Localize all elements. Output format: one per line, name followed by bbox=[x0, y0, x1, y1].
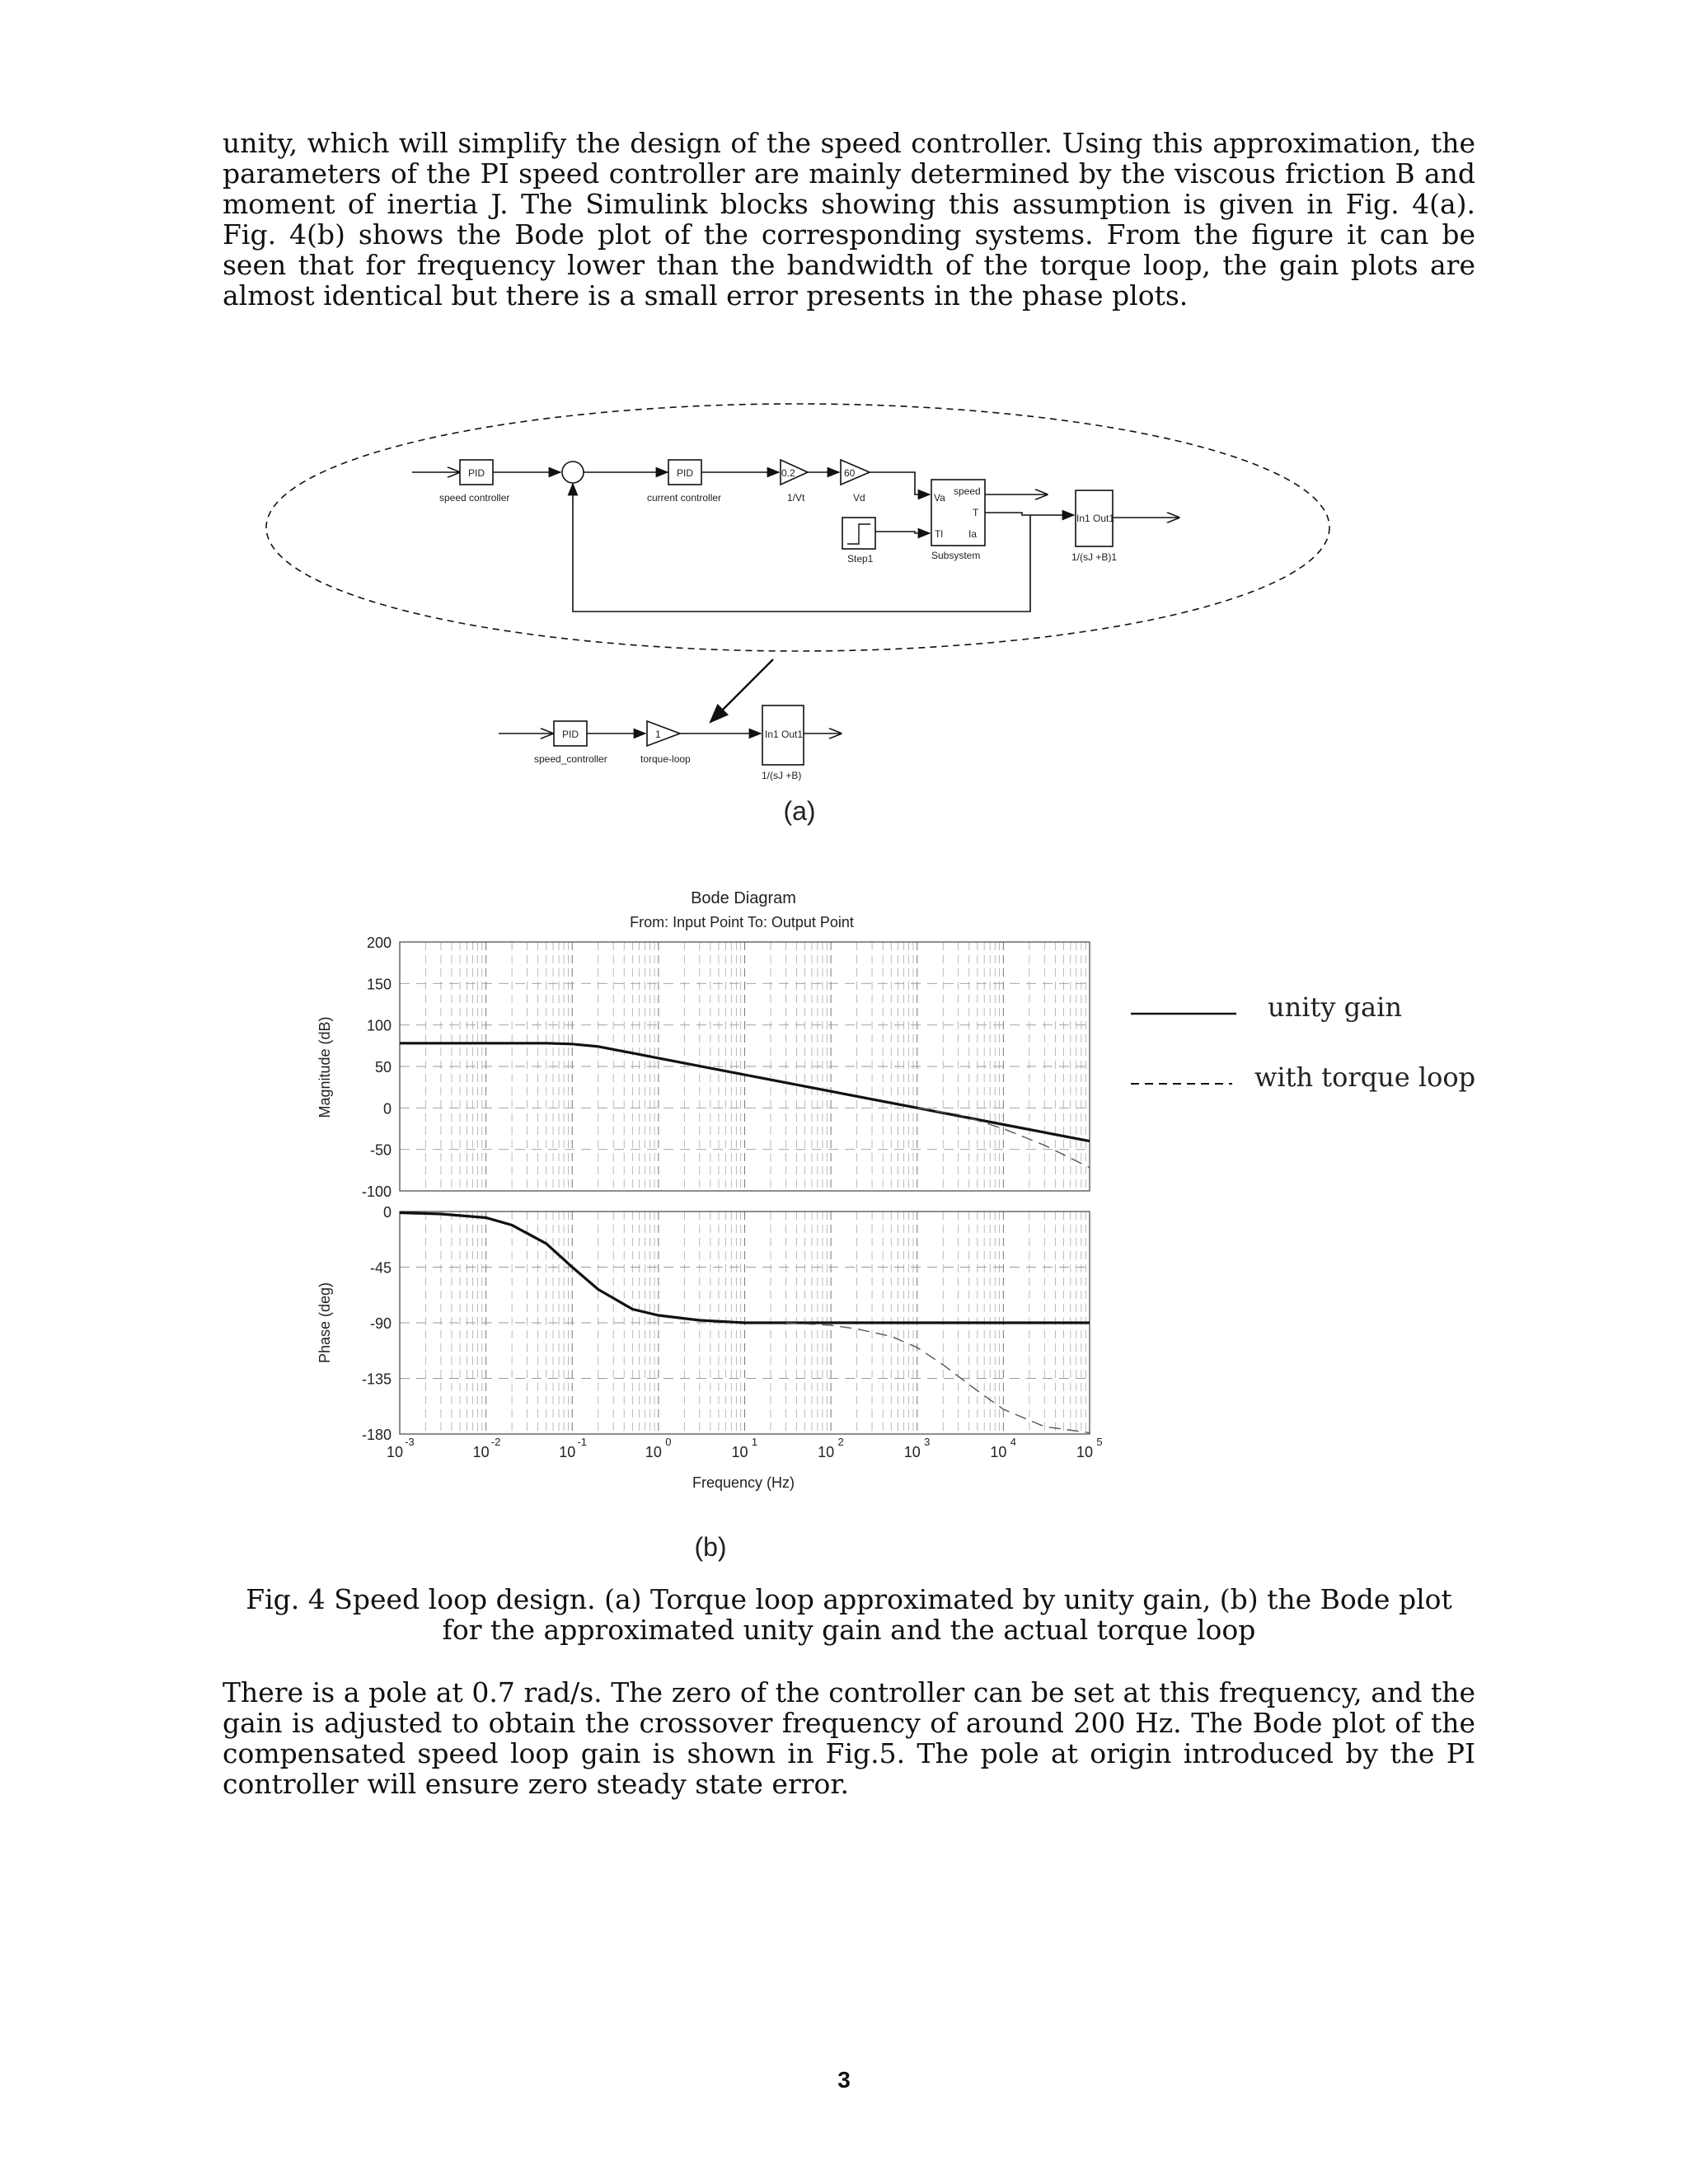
subsystem-label: Subsystem bbox=[931, 550, 981, 561]
phase-torque-loop-line bbox=[785, 1323, 1090, 1433]
x-tick-exponent: 2 bbox=[837, 1436, 844, 1448]
x-tick-exponent: 0 bbox=[665, 1436, 672, 1448]
plant-label-top: 1/(sJ +B)1 bbox=[1071, 551, 1118, 563]
magnitude-ytick: 200 bbox=[366, 935, 392, 951]
page-number: 3 bbox=[837, 2067, 851, 2093]
chart-subtitle: From: Input Point To: Output Point bbox=[630, 914, 854, 930]
x-tick-label: 10 bbox=[903, 1444, 921, 1460]
magnitude-ytick: 150 bbox=[366, 976, 392, 993]
torque-loop-gain-block[interactable] bbox=[647, 721, 680, 746]
x-tick-exponent: -3 bbox=[405, 1436, 415, 1448]
subsystem-va: Va bbox=[934, 492, 945, 504]
x-axis-label: Frequency (Hz) bbox=[692, 1474, 795, 1491]
x-tick-exponent: 4 bbox=[1010, 1436, 1016, 1448]
subsystem-speed: speed bbox=[954, 485, 981, 497]
phase-ytick: 0 bbox=[382, 1204, 392, 1221]
plant-label-bottom: 1/(sJ +B) bbox=[762, 770, 802, 781]
gain2-text: 60 bbox=[844, 467, 856, 479]
x-tick-label: 10 bbox=[645, 1444, 662, 1460]
subsystem-t: T bbox=[973, 507, 979, 518]
pid1-text: PID bbox=[468, 467, 485, 479]
pid2-text: PID bbox=[677, 467, 694, 479]
subfigure-b-label: (b) bbox=[694, 1532, 727, 1562]
pole-paragraph: There is a pole at 0.7 rad/s. The zero of the controller can be set at this frequency, and the gain is adjusted to obtain the crossover frequency of around 200 Hz. The Bode plot of the compensated speed loop gain is shown in Fig.5. The pole at origin introduced by the PI controller will ensure zero steady state error. bbox=[223, 1676, 1475, 1800]
magnitude-ytick: 50 bbox=[374, 1059, 392, 1076]
current-controller-label: current controller bbox=[647, 492, 722, 504]
pid-bottom-text: PID bbox=[562, 729, 579, 740]
magnitude-ytick: 100 bbox=[366, 1017, 392, 1034]
subsystem-tl: Tl bbox=[935, 528, 943, 540]
subfigure-a-label: (a) bbox=[783, 796, 816, 826]
x-tick-exponent: 5 bbox=[1096, 1436, 1103, 1448]
x-tick-exponent: 1 bbox=[751, 1436, 758, 1448]
torque-gain-text: 1 bbox=[655, 729, 661, 740]
torque-loop-ellipse bbox=[266, 404, 1329, 651]
magnitude-ylabel: Magnitude (dB) bbox=[316, 1016, 333, 1118]
x-tick-label: 10 bbox=[731, 1444, 748, 1460]
subsystem-ia: Ia bbox=[968, 528, 978, 540]
magnitude-ytick: 0 bbox=[382, 1100, 392, 1118]
gain1-text: 0.2 bbox=[781, 467, 795, 479]
chart-title: Bode Diagram bbox=[691, 889, 796, 907]
x-tick-exponent: 3 bbox=[924, 1436, 931, 1448]
gain1-label: 1/Vt bbox=[787, 492, 805, 504]
x-tick-exponent: -2 bbox=[490, 1436, 501, 1448]
plant-ports-bottom: In1 Out1 bbox=[765, 729, 804, 740]
simulink-diagram bbox=[0, 387, 1688, 832]
x-tick-label: 10 bbox=[1076, 1444, 1094, 1460]
x-tick-label: 10 bbox=[559, 1444, 576, 1460]
phase-ylabel: Phase (deg) bbox=[316, 1282, 333, 1364]
x-tick-label: 10 bbox=[818, 1444, 835, 1460]
magnitude-ytick: -100 bbox=[361, 1183, 392, 1200]
figure-caption: Fig. 4 Speed loop design. (a) Torque loop approximated by unity gain, (b) the Bode plot for the approximated unity gain and the actual torque loop bbox=[246, 1583, 1452, 1646]
speed-controller-label-2: speed_controller bbox=[534, 753, 607, 765]
legend-unity-gain: unity gain bbox=[1268, 991, 1402, 1023]
x-tick-label: 10 bbox=[990, 1444, 1007, 1460]
torque-loop-label: torque-loop bbox=[640, 753, 691, 765]
phase-ytick: -45 bbox=[369, 1259, 392, 1277]
x-tick-exponent: -1 bbox=[577, 1436, 588, 1448]
bode-plot bbox=[0, 874, 1688, 1582]
phase-ytick: -135 bbox=[361, 1371, 392, 1388]
step-label: Step1 bbox=[847, 553, 874, 565]
sum-junction[interactable] bbox=[562, 462, 584, 483]
legend-with-torque-loop: with torque loop bbox=[1254, 1062, 1476, 1093]
gain2-label: Vd bbox=[853, 492, 865, 504]
phase-ytick: -90 bbox=[369, 1315, 392, 1332]
x-tick-label: 10 bbox=[472, 1444, 490, 1460]
speed-controller-label: speed controller bbox=[439, 492, 510, 504]
intro-paragraph: unity, which will simplify the design of the speed controller. Using this approximation, the parameters of the PI speed controller are mainly determined by the viscous friction B and moment of inertia J. The Simulink blocks showing this assumption is given in Fig. 4(a). Fig. 4(b) shows the Bode plot of the corresponding systems. From the figure it can be seen that for frequency lower than the bandwidth of the torque loop, the gain plots are almost identical but there is a small error presents in the phase plots. bbox=[223, 127, 1475, 312]
phase-ytick: -180 bbox=[361, 1427, 392, 1443]
x-tick-label: 10 bbox=[386, 1444, 404, 1460]
magnitude-ytick: -50 bbox=[369, 1141, 392, 1159]
plant-ports-top: In1 Out1 bbox=[1076, 513, 1115, 524]
